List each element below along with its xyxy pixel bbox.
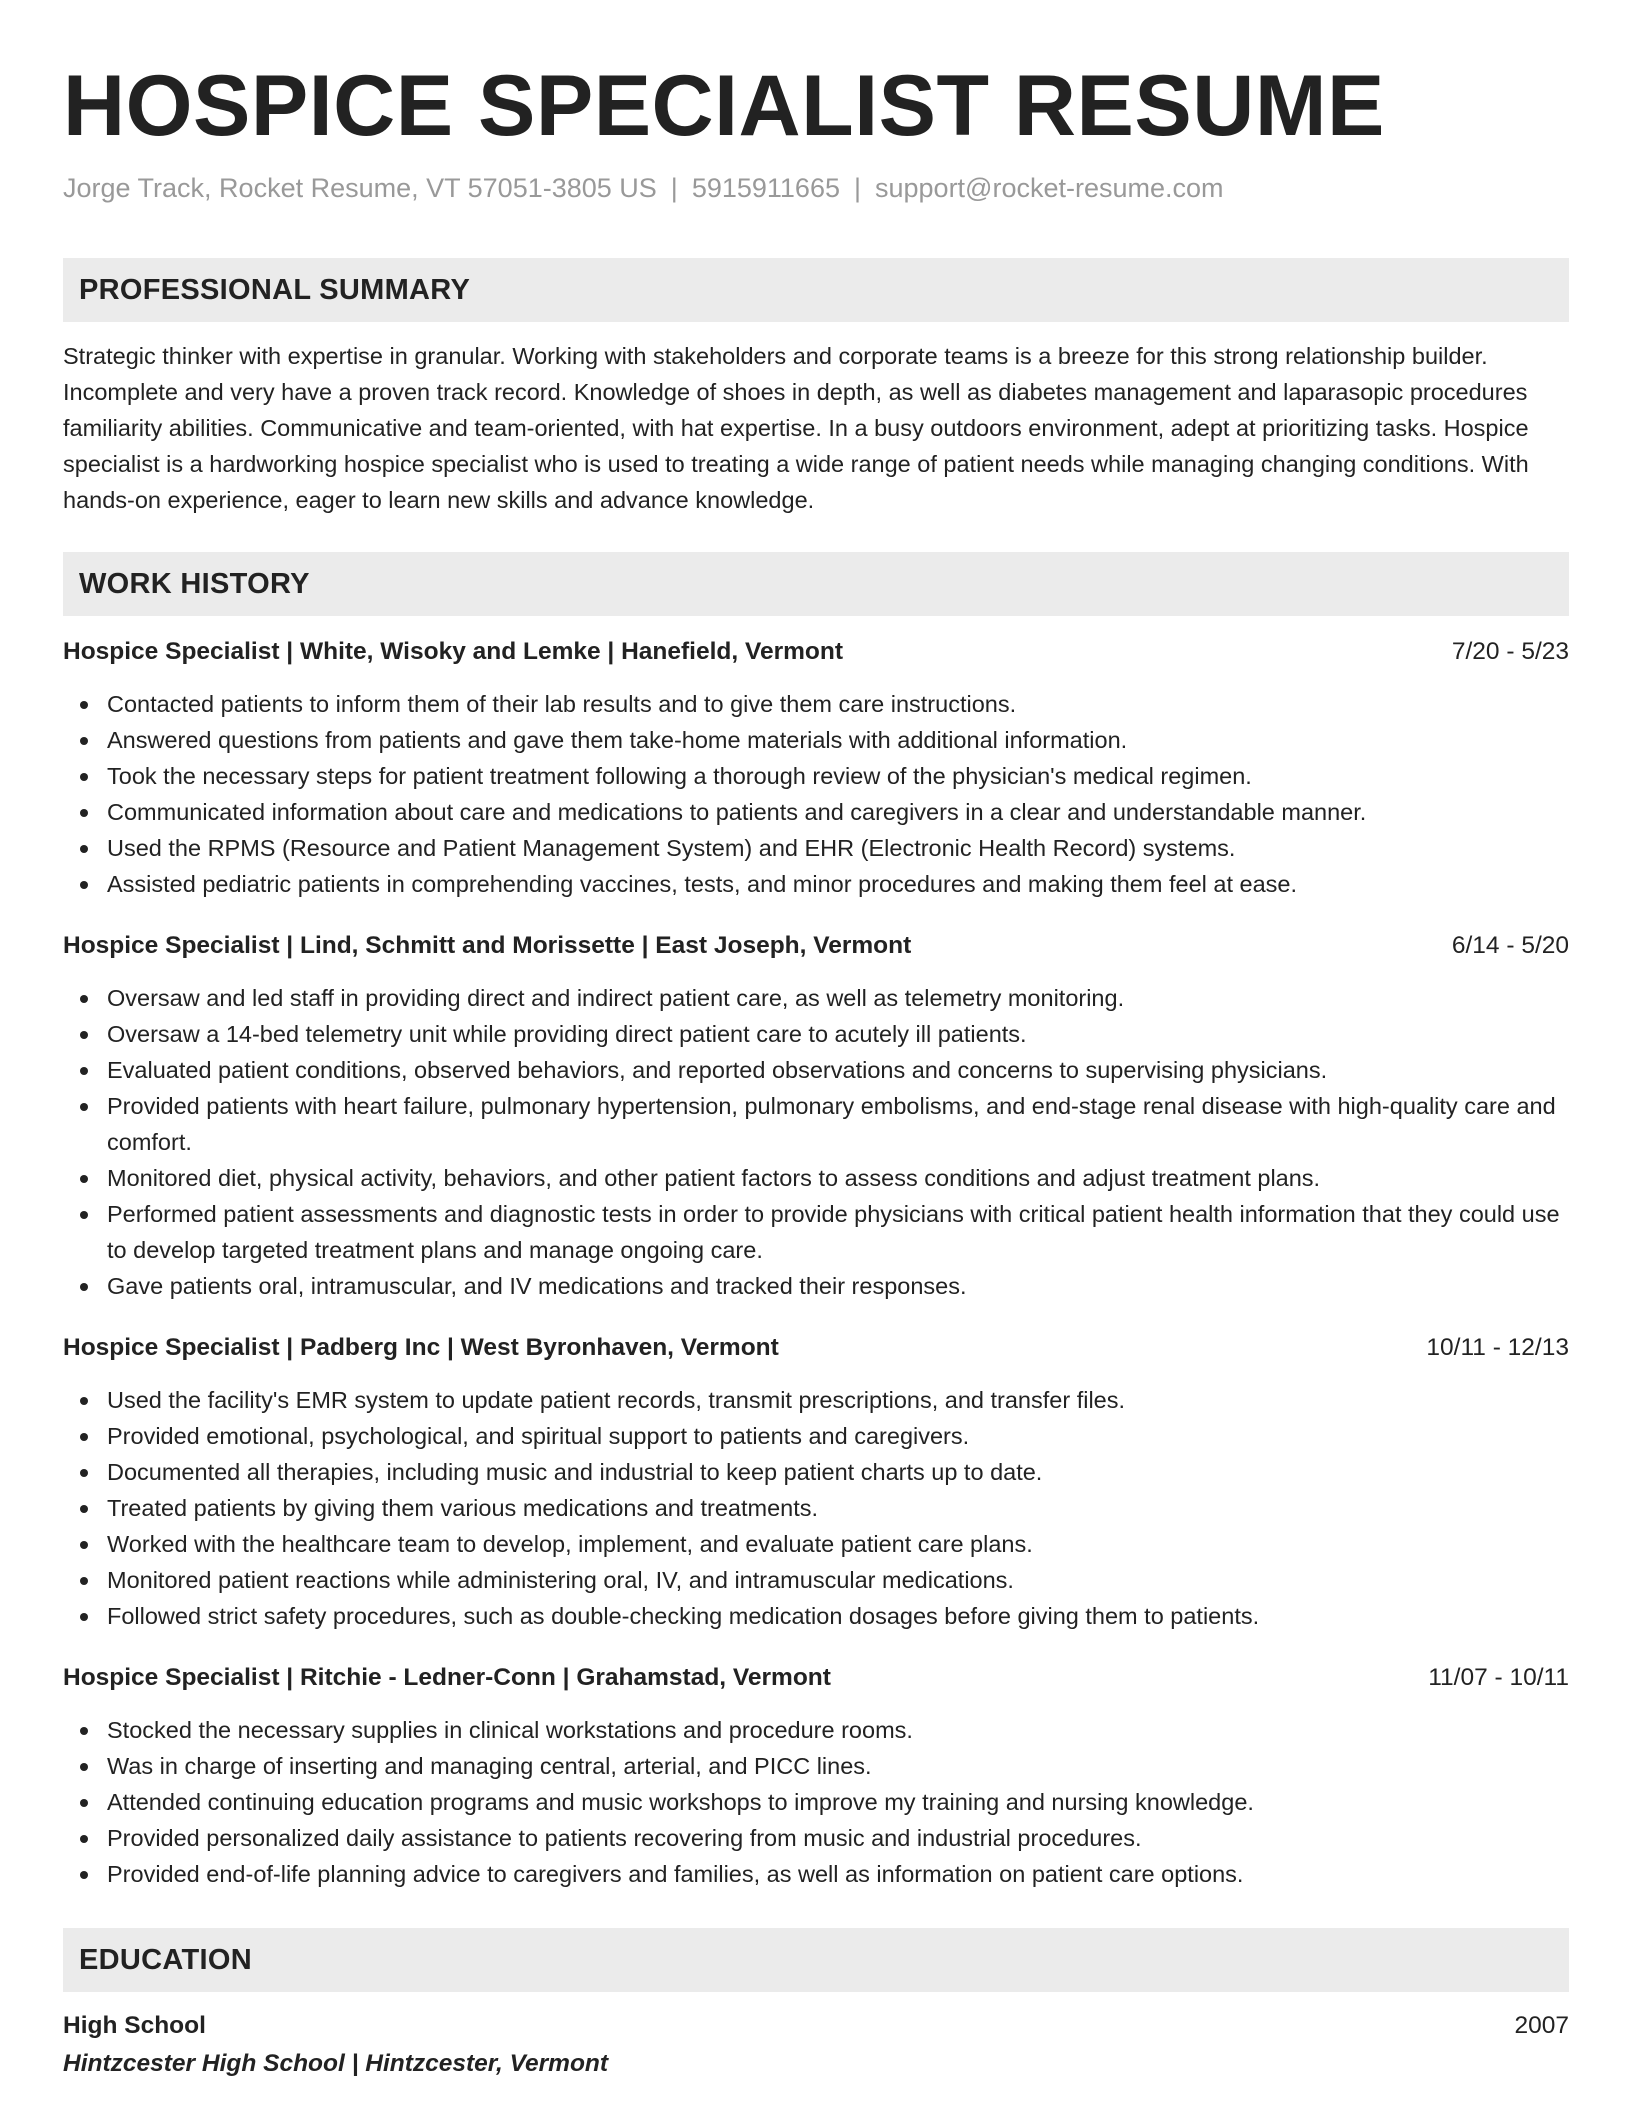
job-entry (63, 1330, 1569, 1634)
section-header-education: EDUCATION (63, 1928, 1569, 1992)
job-bullet: Documented all therapies, including music and industrial to keep patient charts up to date. (63, 1454, 1569, 1490)
job-dates: 10/11 - 12/13 (1426, 1334, 1569, 1361)
contact-line (63, 170, 1569, 206)
job-bullet: Provided personalized daily assistance to patients recovering from music and industrial procedures. (63, 1820, 1569, 1856)
section-header-work-history: WORK HISTORY (63, 552, 1569, 616)
job-dates: 11/07 - 10/11 (1428, 1664, 1569, 1691)
contact-address: Jorge Track, Rocket Resume, VT 57051-3805 US (63, 173, 657, 203)
job-bullet: Treated patients by giving them various medications and treatments. (63, 1490, 1569, 1526)
job-dates: 7/20 - 5/23 (1451, 638, 1569, 665)
work-history-list (63, 634, 1569, 1892)
job-head (63, 928, 1569, 964)
job-entry (63, 634, 1569, 902)
job-bullet: Oversaw and led staff in providing direct and indirect patient care, as well as telemetry monitoring. (63, 980, 1569, 1016)
job-bullet-list (63, 686, 1569, 902)
job-entry (63, 1660, 1569, 1892)
job-bullet: Communicated information about care and medications to patients and caregivers in a clear and understandable manner. (63, 794, 1569, 830)
resume-title: HOSPICE SPECIALIST RESUME (63, 58, 1385, 154)
job-head (63, 1330, 1569, 1366)
job-bullet: Provided end-of-life planning advice to caregivers and families, as well as information on patient care options. (63, 1856, 1569, 1892)
summary-text: Strategic thinker with expertise in granular. Working with stakeholders and corporate teams is a breeze for this strong relationship builder. Incomplete and very have a proven track record. Knowledge of shoes in depth, as well as diabetes management and laparasopic procedures familiarity abilities. Communicative and team-oriented, with hat expertise. In a busy outdoors environment, adept at prioritizing tasks. Hospice specialist is a hardworking hospice specialist who is used to treating a wide range of patient needs while managing changing conditions. With hands-on experience, eager to learn new skills and advance knowledge. (63, 343, 1529, 513)
job-bullet: Used the facility's EMR system to update patient records, transmit prescriptions, and transfer files. (63, 1382, 1569, 1418)
job-bullet: Attended continuing education programs and music workshops to improve my training and nursing knowledge. (63, 1784, 1569, 1820)
education-school: Hintzcester High School | Hintzcester, Vermont (63, 2050, 609, 2077)
job-bullet: Followed strict safety procedures, such as double-checking medication dosages before giving them to patients. (63, 1598, 1569, 1634)
job-head (63, 634, 1569, 670)
contact-separator: | (853, 173, 861, 203)
contact-separator: | (670, 173, 678, 203)
job-bullet: Assisted pediatric patients in comprehending vaccines, tests, and minor procedures and making them feel at ease. (63, 866, 1569, 902)
job-title: Hospice Specialist | Padberg Inc | West Byronhaven, Vermont (63, 1334, 779, 1361)
job-bullet: Monitored patient reactions while administering oral, IV, and intramuscular medications. (63, 1562, 1569, 1598)
job-bullet: Stocked the necessary supplies in clinical workstations and procedure rooms. (63, 1712, 1569, 1748)
contact-phone: 5915911665 (691, 173, 840, 203)
job-bullet: Used the RPMS (Resource and Patient Management System) and EHR (Electronic Health Record) systems. (63, 830, 1569, 866)
job-bullet-list (63, 1382, 1569, 1634)
job-bullet: Performed patient assessments and diagnostic tests in order to provide physicians with critical patient health information that they could use to develop targeted treatment plans and manage ongoing care. (63, 1196, 1569, 1268)
job-bullet: Provided emotional, psychological, and spiritual support to patients and caregivers. (63, 1418, 1569, 1454)
contact-email: support@rocket-resume.com (875, 173, 1224, 203)
job-entry (63, 928, 1569, 1304)
job-bullet: Worked with the healthcare team to develop, implement, and evaluate patient care plans. (63, 1526, 1569, 1562)
job-bullet: Gave patients oral, intramuscular, and IV medications and tracked their responses. (63, 1268, 1569, 1304)
job-bullet: Oversaw a 14-bed telemetry unit while providing direct patient care to acutely ill patients. (63, 1016, 1569, 1052)
job-title: Hospice Specialist | White, Wisoky and Lemke | Hanefield, Vermont (63, 638, 844, 665)
education-year: 2007 (1514, 2012, 1569, 2039)
education-head (63, 2008, 1569, 2044)
job-bullet-list (63, 980, 1569, 1304)
job-dates: 6/14 - 5/20 (1451, 932, 1569, 959)
job-title: Hospice Specialist | Lind, Schmitt and Morissette | East Joseph, Vermont (63, 932, 912, 959)
job-bullet: Took the necessary steps for patient treatment following a thorough review of the physician's medical regimen. (63, 758, 1569, 794)
job-bullet: Contacted patients to inform them of their lab results and to give them care instructions. (63, 686, 1569, 722)
job-bullet-list (63, 1712, 1569, 1892)
job-bullet: Answered questions from patients and gave them take-home materials with additional information. (63, 722, 1569, 758)
education-entry (63, 2008, 1569, 2082)
job-bullet: Was in charge of inserting and managing central, arterial, and PICC lines. (63, 1748, 1569, 1784)
job-title: Hospice Specialist | Ritchie - Ledner-Conn | Grahamstad, Vermont (63, 1664, 831, 1691)
education-degree: High School (63, 2012, 206, 2039)
job-bullet: Provided patients with heart failure, pulmonary hypertension, pulmonary embolisms, and end-stage renal disease with high-quality care and comfort. (63, 1088, 1569, 1160)
job-bullet: Evaluated patient conditions, observed behaviors, and reported observations and concerns to supervising physicians. (63, 1052, 1569, 1088)
job-bullet: Monitored diet, physical activity, behaviors, and other patient factors to assess conditions and adjust treatment plans. (63, 1160, 1569, 1196)
job-head (63, 1660, 1569, 1696)
section-header-professional-summary: PROFESSIONAL SUMMARY (63, 258, 1569, 322)
